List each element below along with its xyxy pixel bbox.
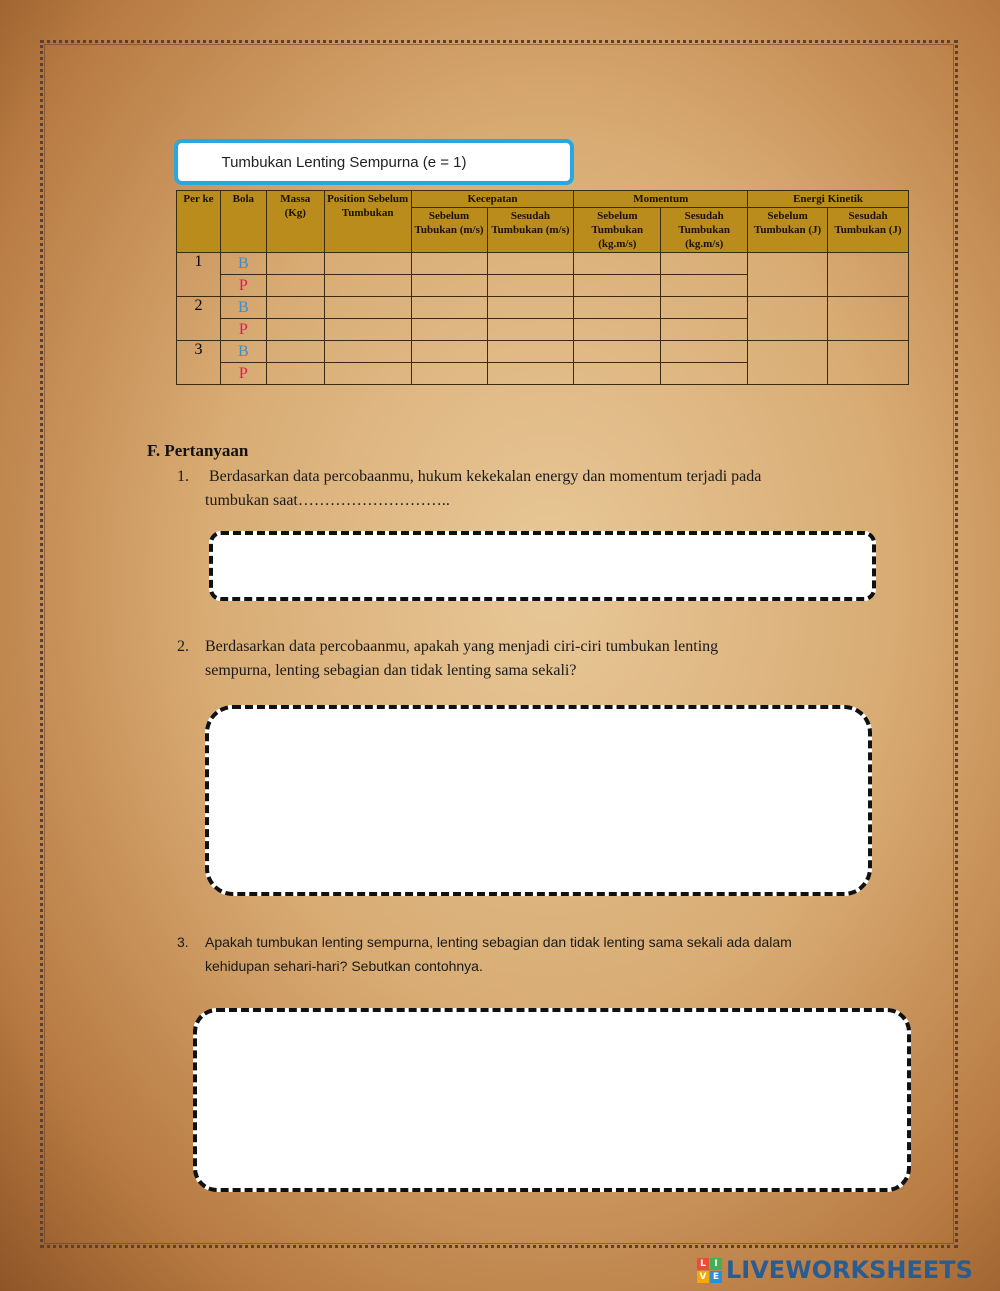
kec-sebelum-input[interactable] (411, 275, 487, 297)
position-input[interactable] (324, 363, 411, 385)
position-input[interactable] (324, 319, 411, 341)
mom-sebelum-input[interactable] (574, 319, 661, 341)
header-mom-sesudah: Sesudah Tumbukan (kg.m/s) (661, 208, 748, 253)
logo-text: LIVEWORKSHEETS (726, 1256, 973, 1284)
kec-sebelum-input[interactable] (411, 319, 487, 341)
kec-sesudah-input[interactable] (487, 297, 574, 319)
ball-label: B (220, 253, 266, 275)
section-heading: F. Pertanyaan (147, 441, 249, 460)
kec-sesudah-input[interactable] (487, 363, 574, 385)
kec-sesudah-input[interactable] (487, 253, 574, 275)
ball-label: P (220, 363, 266, 385)
mom-sebelum-input[interactable] (574, 363, 661, 385)
ek-sebelum-input[interactable] (748, 297, 828, 341)
question-text-cont: sempurna, lenting sebagian dan tidak lenting sama sekali? (205, 662, 577, 679)
question-text: Berdasarkan data percobaanmu, apakah yang menjadi ciri-ciri tumbukan lenting (205, 638, 719, 655)
kec-sebelum-input[interactable] (411, 297, 487, 319)
answer-box-2[interactable] (205, 705, 872, 896)
ek-sesudah-input[interactable] (828, 297, 909, 341)
trial-number: 3 (177, 341, 221, 385)
question-number: 1. (177, 468, 189, 485)
position-input[interactable] (324, 297, 411, 319)
header-kec-sesudah: Sesudah Tumbukan (m/s) (487, 208, 574, 253)
kec-sesudah-input[interactable] (487, 319, 574, 341)
massa-input[interactable] (266, 297, 324, 319)
question-text: Apakah tumbukan lenting sempurna, lenting sebagian dan tidak lenting sama sekali ada dalam (205, 934, 792, 950)
mom-sebelum-input[interactable] (574, 341, 661, 363)
question-number: 2. (177, 638, 189, 655)
table-row (177, 341, 909, 363)
trial-number: 2 (177, 297, 221, 341)
table-title-box (174, 139, 574, 185)
data-table (176, 190, 909, 385)
question-1 (177, 465, 880, 513)
trial-number: 1 (177, 253, 221, 297)
header-momentum: Momentum (574, 191, 748, 208)
question-3 (177, 930, 887, 978)
question-number: 3. (177, 934, 189, 950)
ball-label: P (220, 319, 266, 341)
massa-input[interactable] (266, 275, 324, 297)
header-energi: Energi Kinetik (748, 191, 909, 208)
mom-sebelum-input[interactable] (574, 297, 661, 319)
answer-box-1[interactable] (209, 531, 876, 601)
header-ek-sebelum: Sebelum Tumbukan (J) (748, 208, 828, 253)
mom-sebelum-input[interactable] (574, 253, 661, 275)
ball-label: B (220, 297, 266, 319)
header-mom-sebelum: Sebelum Tumbukan (kg.m/s) (574, 208, 661, 253)
ek-sesudah-input[interactable] (828, 253, 909, 297)
ek-sebelum-input[interactable] (748, 341, 828, 385)
liveworksheets-logo[interactable] (697, 1256, 973, 1284)
kec-sebelum-input[interactable] (411, 253, 487, 275)
header-massa: Massa (Kg) (266, 191, 324, 253)
position-input[interactable] (324, 341, 411, 363)
header-kec-sebelum: Sebelum Tubukan (m/s) (411, 208, 487, 253)
header-row-1 (177, 191, 909, 208)
mom-sesudah-input[interactable] (661, 297, 748, 319)
kec-sebelum-input[interactable] (411, 341, 487, 363)
table-title: Tumbukan Lenting Sempurna (e = 1) (221, 153, 467, 171)
table-row (177, 253, 909, 275)
kec-sesudah-input[interactable] (487, 341, 574, 363)
mom-sebelum-input[interactable] (574, 275, 661, 297)
question-2 (177, 635, 880, 683)
question-text-cont: tumbukan saat……………………….. (205, 492, 450, 509)
question-text-cont: kehidupan sehari-hari? Sebutkan contohnya. (205, 958, 483, 974)
kec-sesudah-input[interactable] (487, 275, 574, 297)
question-text: Berdasarkan data percobaanmu, hukum kekekalan energy dan momentum terjadi pada (205, 468, 762, 485)
header-position: Position Sebelum Tumbukan (324, 191, 411, 253)
answer-box-3[interactable] (193, 1008, 911, 1192)
position-input[interactable] (324, 275, 411, 297)
mom-sesudah-input[interactable] (661, 275, 748, 297)
ek-sebelum-input[interactable] (748, 253, 828, 297)
table-row (177, 297, 909, 319)
mom-sesudah-input[interactable] (661, 363, 748, 385)
mom-sesudah-input[interactable] (661, 319, 748, 341)
massa-input[interactable] (266, 341, 324, 363)
header-perke: Per ke (177, 191, 221, 253)
header-ek-sesudah: Sesudah Tumbukan (J) (828, 208, 909, 253)
massa-input[interactable] (266, 319, 324, 341)
kec-sebelum-input[interactable] (411, 363, 487, 385)
massa-input[interactable] (266, 253, 324, 275)
header-bola: Bola (220, 191, 266, 253)
mom-sesudah-input[interactable] (661, 253, 748, 275)
ball-label: B (220, 341, 266, 363)
ball-label: P (220, 275, 266, 297)
position-input[interactable] (324, 253, 411, 275)
mom-sesudah-input[interactable] (661, 341, 748, 363)
liveworksheets-icon: L I V E (697, 1258, 722, 1283)
header-kecepatan: Kecepatan (411, 191, 574, 208)
massa-input[interactable] (266, 363, 324, 385)
ek-sesudah-input[interactable] (828, 341, 909, 385)
